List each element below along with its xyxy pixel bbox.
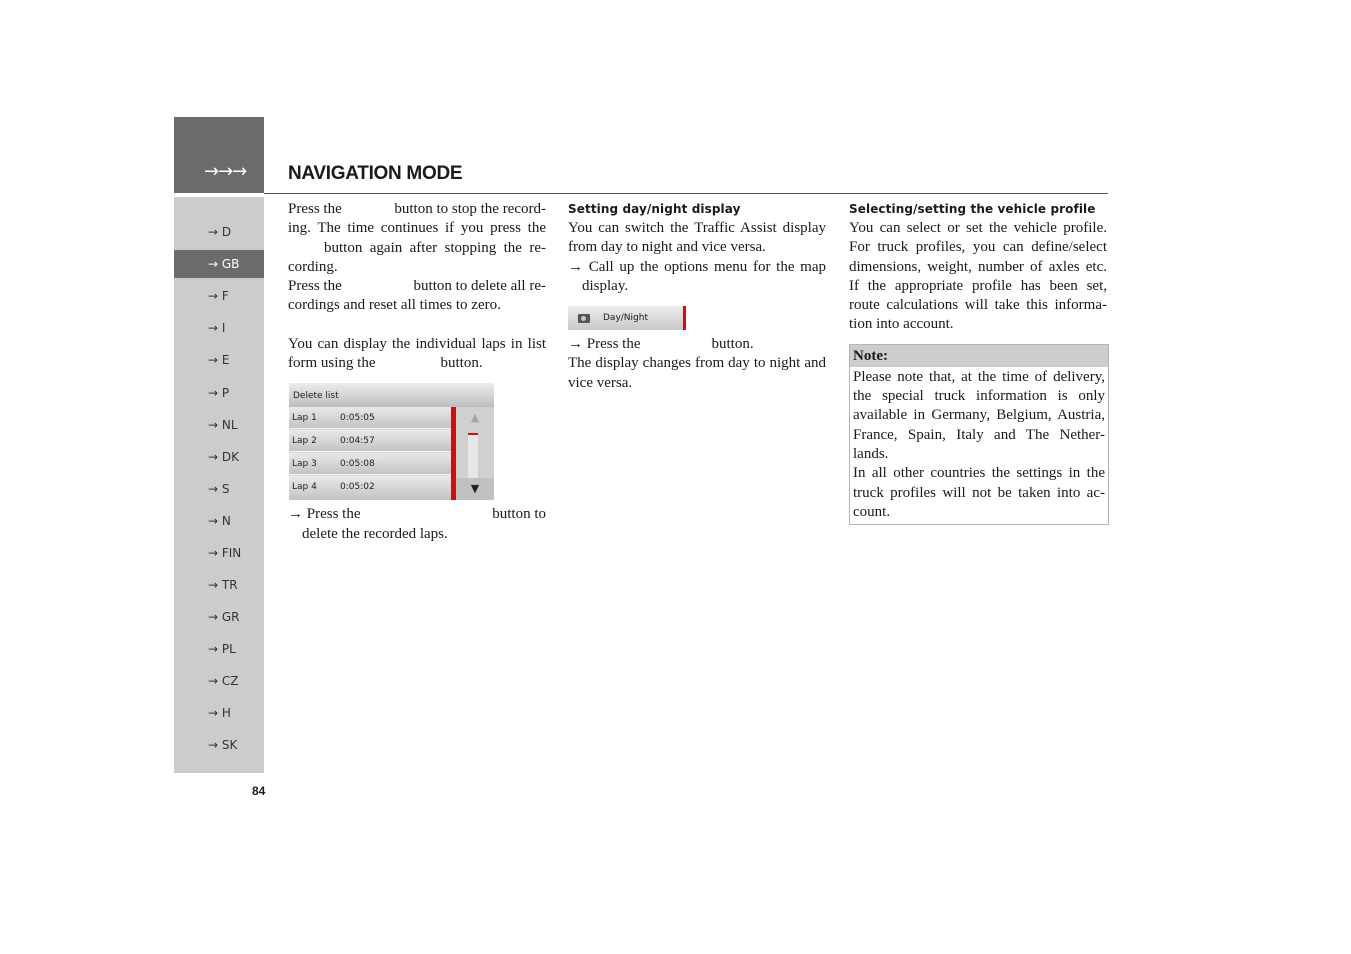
lap-name: Lap 2 (292, 436, 317, 447)
note-paragraph: In all other countries the settings in the truck profiles will not be taken into ac-count. (853, 465, 1105, 520)
language-sidebar (174, 197, 264, 773)
paragraph: The display changes from day to night and vice versa. (568, 355, 826, 391)
instruction-step (568, 335, 826, 354)
note-box (849, 344, 1109, 525)
text-fragment: button. (711, 336, 754, 353)
list-item[interactable] (289, 453, 451, 475)
sidebar-item-d[interactable]: → D (208, 225, 232, 239)
sidebar-item-pl[interactable]: → PL (208, 642, 236, 656)
text-fragment: → Press the (288, 506, 361, 523)
text-fragment: → Press the (568, 336, 641, 353)
scrollbar[interactable] (456, 407, 494, 500)
sidebar-item-dk[interactable]: → DK (208, 450, 239, 464)
note-paragraph: Please note that, at the time of delivery, the special truck information is only available in Germany, Belgium, Austria, France, Spain, Italy and The Nether-lands. (853, 368, 1105, 462)
para-line: ing. The time continues if you press the (288, 220, 546, 237)
note-title: Note: (850, 345, 1108, 367)
sidebar-item-f[interactable]: → F (208, 289, 229, 303)
para-line (288, 505, 546, 524)
list-item[interactable] (289, 430, 451, 452)
sidebar-item-gb[interactable]: → GB (174, 250, 264, 278)
sidebar-item-n[interactable]: → N (208, 514, 231, 528)
text-fragment: button to delete all re- (413, 278, 546, 295)
sidebar-item-tr[interactable]: → TR (208, 578, 238, 592)
para-line: button again after stopping the re- (324, 239, 546, 256)
sidebar-item-s[interactable]: → S (208, 482, 230, 496)
sidebar-item-p[interactable]: → P (208, 386, 230, 400)
para-line: cording. (288, 258, 338, 275)
sidebar-item-i[interactable]: → I (208, 321, 226, 335)
para-line (288, 200, 546, 219)
page-number: 84 (252, 784, 266, 798)
para-line (288, 354, 546, 373)
para-line: You can display the individual laps in list (288, 335, 546, 352)
lap-name: Lap 1 (292, 413, 317, 424)
lap-time: 0:05:05 (340, 413, 375, 424)
column-stopwatch (288, 200, 546, 544)
paragraph: You can select or set the vehicle profile. For truck profiles, you can define/select dimensions, weight, number of axles etc. If the appropriate profile has been set, route calculations will take this informa-tion into account. (849, 220, 1107, 333)
lap-name: Lap 4 (292, 482, 317, 493)
column-vehicle-profile (849, 200, 1107, 525)
lap-name: Lap 3 (292, 459, 317, 470)
sidebar-header-block (174, 117, 264, 193)
para-line (288, 277, 546, 296)
scroll-down-icon[interactable]: ▼ (456, 478, 494, 500)
page-title: NAVIGATION MODE (288, 163, 463, 184)
sidebar-item-cz[interactable]: → CZ (208, 674, 239, 688)
arrows-icon: →→→ (204, 161, 247, 182)
section-heading: Selecting/setting the vehicle profile (849, 202, 1096, 216)
header-divider (264, 193, 1108, 194)
spacer (288, 316, 546, 335)
scroll-up-icon[interactable]: ▲ (470, 411, 480, 425)
sidebar-item-e[interactable]: → E (208, 353, 230, 367)
sidebar-item-fin[interactable]: → FIN (208, 546, 242, 560)
day-night-button[interactable] (568, 306, 686, 330)
para-line: delete the recorded laps. (302, 525, 448, 542)
delete-list-button[interactable]: Delete list (289, 383, 494, 407)
text-fragment: form using the (288, 355, 376, 372)
lap-time: 0:05:02 (340, 482, 375, 493)
text-fragment: button to stop the record- (394, 201, 546, 217)
paragraph: You can switch the Traffic Assist display from day to night and vice versa. (568, 220, 826, 256)
text-fragment: Press the (288, 201, 342, 217)
instruction-step: → Call up the options menu for the map display. (568, 258, 826, 294)
note-body (850, 367, 1108, 524)
text-fragment: button to (492, 506, 546, 523)
sidebar-item-h[interactable]: → H (208, 706, 231, 720)
button-label: Day/Night (603, 313, 648, 324)
scroll-thumb[interactable] (468, 433, 478, 479)
lap-list-screenshot (289, 383, 494, 500)
day-night-icon (578, 314, 590, 323)
list-item[interactable] (289, 476, 451, 500)
column-day-night (568, 200, 826, 393)
section-heading: Setting day/night display (568, 202, 741, 216)
list-item[interactable] (289, 407, 451, 429)
para-line: cordings and reset all times to zero. (288, 297, 501, 314)
sidebar-item-gr[interactable]: → GR (208, 610, 240, 624)
lap-time: 0:05:08 (340, 459, 375, 470)
sidebar-item-sk[interactable]: → SK (208, 738, 238, 752)
text-fragment: button. (440, 355, 483, 372)
lap-time: 0:04:57 (340, 436, 375, 447)
sidebar-item-nl[interactable]: → NL (208, 418, 238, 432)
text-fragment: Press the (288, 278, 342, 295)
